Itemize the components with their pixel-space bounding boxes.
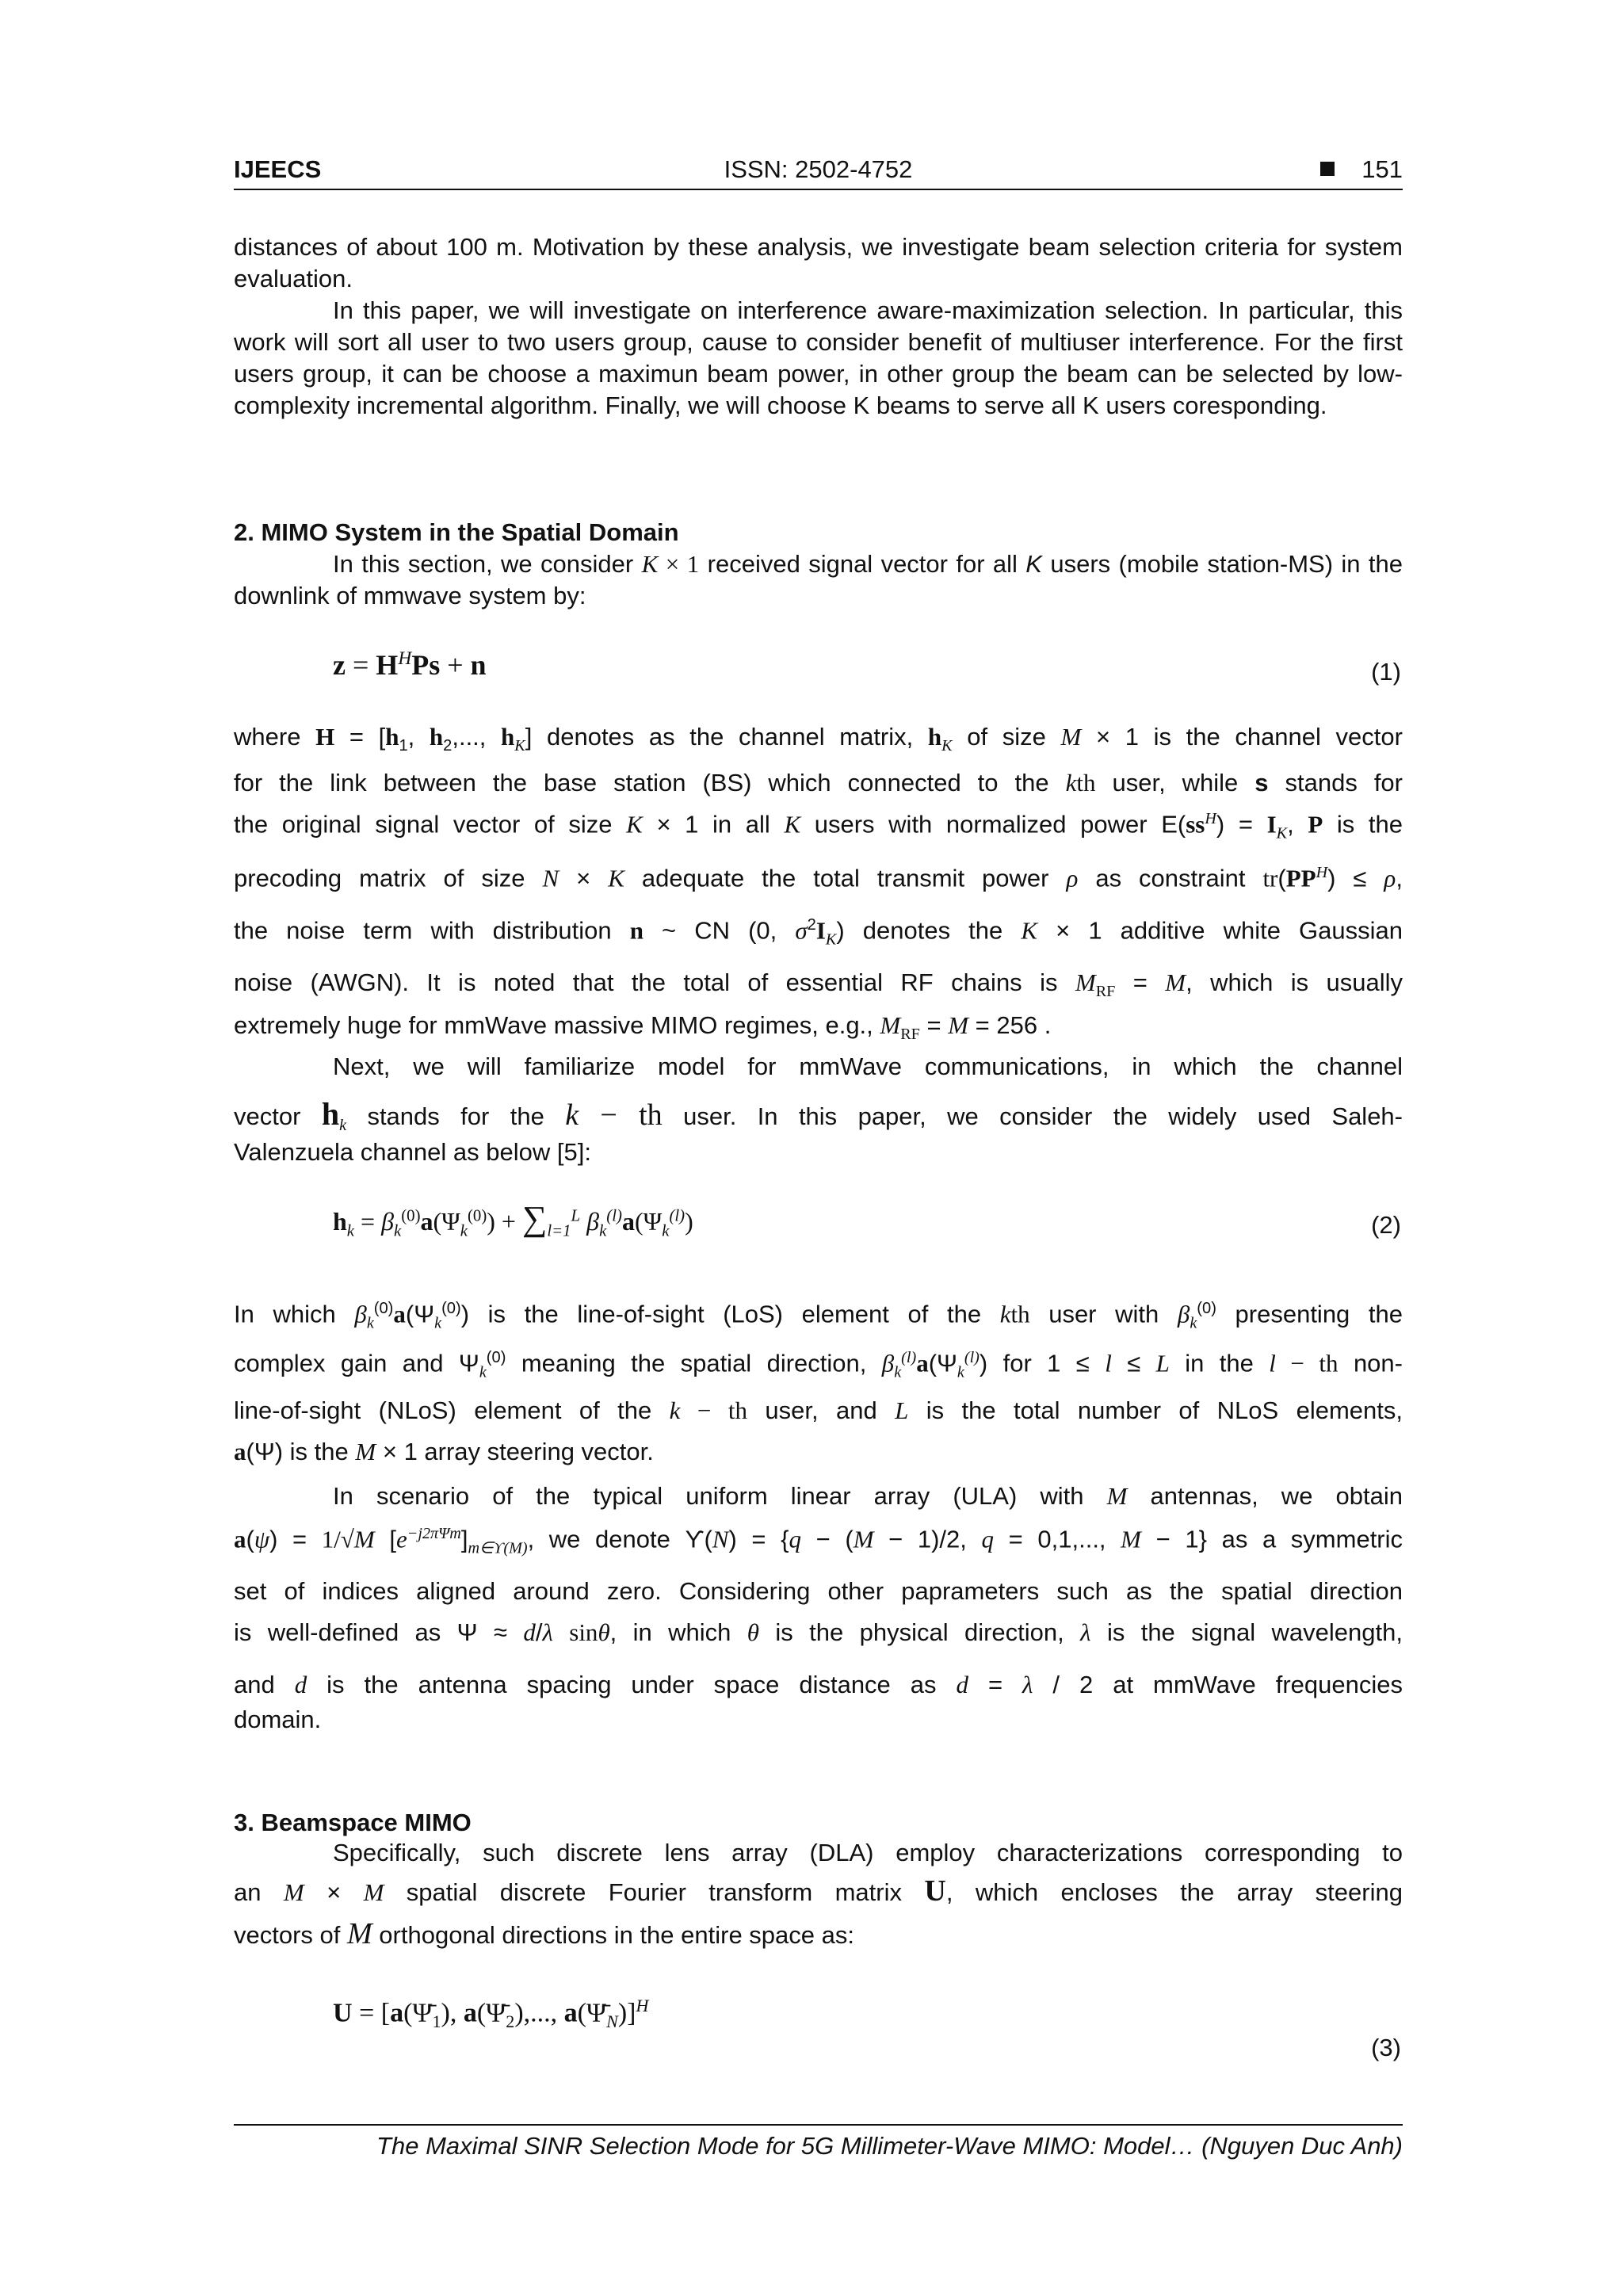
footer-rule	[234, 2124, 1403, 2126]
section-title: 3. Beamspace MIMO	[234, 1809, 472, 1836]
text-line: line-of-sight (NLoS) element of the k − th user, and L is the total number of NLoS elements,	[234, 1396, 1403, 1424]
paragraph: In this section, we consider K × 1 received signal vector for all K users (mobile station-MS) in the downlink of mmwave system by:	[234, 550, 1403, 609]
text-line: the noise term with distribution n ~ CN (0, $\sigma^2I_K$) denotes the K × 1 additive white Gaussian	[234, 916, 1403, 949]
equation-2: $h_k = \beta_k^{(0)}a(\Psi_k^{(0)}) + \sum_{l=1}^L$ $\beta_k^{(l)}a(\Psi_k^{(l)})$	[333, 1199, 693, 1240]
issn: ISSN: 2502-4752	[724, 155, 913, 183]
intro-block	[234, 231, 1403, 422]
in-which-block	[234, 1300, 1403, 1737]
page-header	[234, 155, 1403, 190]
text-line: Next, we will familiarize model for mmWave communications, in which the channel	[333, 1052, 1403, 1080]
equation-number: (2)	[1371, 1211, 1401, 1239]
text-line: complex gain and $\Psi_k^{(0)}$ meaning the spatial direction, $\beta_k^{(l)}a(\Psi_k^{(l)})$ for 1 ≤ l ≤ L in the l − th non-	[234, 1349, 1403, 1381]
text-line: the original signal vector of size K × 1 in all K users with normalized power $E(ss^H) = I_K$, P is the	[234, 810, 1403, 842]
equation-1: $z = H^HPs + n$	[333, 648, 487, 681]
text-line: an M × M spatial discrete Fourier transform matrix U, which encloses the array steering	[234, 1874, 1403, 1908]
page-footer: The Maximal SINR Selection Mode for 5G Millimeter-Wave MIMO: Model… (Nguyen Duc Anh)	[376, 2132, 1403, 2160]
text-line: a(ψ) = 1/√M $[e^{-j2\pi\Psi m}]_{m\in ϒ(M)}$, we denote ϒ(N) = {q − (M − 1)/2, q = 0,1,..., M − 1} as a symmetric	[234, 1525, 1403, 1557]
square-bullet-icon	[1320, 162, 1335, 176]
journal-name: IJEECS	[234, 155, 322, 183]
text-line: vectors of M orthogonal directions in the entire space as:	[234, 1917, 854, 1950]
text-line: vector $h_k$ stands for the k − th user. In this paper, we consider the widely used Saleh-	[234, 1096, 1403, 1135]
section-3	[234, 1807, 1403, 1958]
text-line: where $H = [h_1$, $h_2$,..., $h_K$] denotes as the channel matrix, $h_K$ of size M × 1 is the channel vector	[234, 723, 1403, 755]
equation-3: $U = [a(\Psī_1)$, $a(\Psī_2)$,..., $a(\Psī_N)]^H$	[333, 1996, 649, 2032]
text-line: for the link between the base station (BS) which connected to the kth user, while s stands for	[234, 769, 1403, 797]
text-line: extremely huge for mmWave massive MIMO regimes, e.g., $M_{RF} = M = 256$ .	[234, 1011, 1052, 1044]
text-line: set of indices aligned around zero. Considering other paprameters such as the spatial direction	[234, 1577, 1403, 1605]
text-line: and d is the antenna spacing under space distance as d = λ / 2 at mmWave frequencies	[234, 1671, 1403, 1698]
header-rule	[234, 189, 1403, 190]
paragraph: In this paper, we will investigate on interference aware-maximization selection. In particular, this work will sort all user to two users group, cause to consider benefit of multiuser interference. For the first users group, it can be choose a maximun beam power, in other group the beam can be selected by low-complexity incremental algorithm. Finally, we will choose K beams to serve all K users coresponding.	[234, 296, 1403, 419]
page-number: 151	[1361, 155, 1403, 183]
text-line: precoding matrix of size N × K adequate the total transmit power ρ as constraint $tr(PP^H) \le \rho$,	[234, 864, 1403, 892]
text-line: In which $\beta_k^{(0)}a(\Psi_k^{(0)})$ is the line-of-sight (LoS) element of the kth user with $\beta_k^{(0)}$ presenting the	[234, 1300, 1403, 1332]
text-line: a(Ψ) is the M × 1 array steering vector.	[234, 1438, 654, 1465]
where-block	[234, 723, 1403, 1179]
equation-number: (3)	[1371, 2034, 1401, 2061]
equation-number: (1)	[1371, 658, 1401, 686]
text-line: noise (AWGN). It is noted that the total of essential RF chains is $M_{RF} = M$, which is usually	[234, 968, 1403, 1001]
page-number-group	[1320, 155, 1403, 184]
text-line: is well-defined as Ψ ≈ d/λ sinθ, in which θ is the physical direction, λ is the signal wavelength,	[234, 1618, 1403, 1646]
text-line: In scenario of the typical uniform linear array (ULA) with M antennas, we obtain	[333, 1482, 1403, 1510]
section-title: 2. MIMO System in the Spatial Domain	[234, 518, 679, 546]
text-line: Valenzuela channel as below [5]:	[234, 1138, 591, 1166]
section-2	[234, 517, 1403, 612]
paragraph: distances of about 100 m. Motivation by these analysis, we investigate beam selection criteria for system evaluation.	[234, 233, 1403, 292]
text-line: Specifically, such discrete lens array (DLA) employ characterizations corresponding to	[333, 1839, 1403, 1866]
text-line: domain.	[234, 1706, 322, 1733]
